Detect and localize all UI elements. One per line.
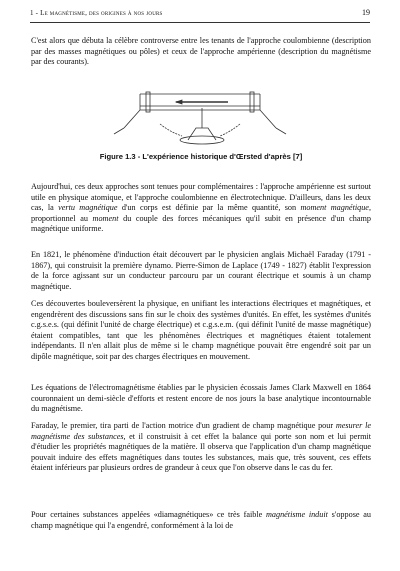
- paragraph-3: En 1821, le phénomène d'induction était découvert par le physicien anglais Michaël Faraday (1791 - 1867), qui construisit la première dynamo. Pierre-Simon de Laplace (1749 - 1827) établit l'expression de la force agissant sur un conducteur parcouru par un courant électrique et soumis à un champ magnétique.: [31, 250, 371, 291]
- oersted-experiment-illustration: [110, 84, 290, 146]
- paragraph-6: Faraday, le premier, tira parti de l'action motrice d'un gradient de champ magnétique pour mesurer le magnétisme des substances, et il construisit à cet effet la balance qui porte son nom et lui permit d'étudier les propriétés magnétiques de la matière. Il observa que l'application d'un champ magnétique pouvait induire des effets magnétiques dans toutes les substances, mais que, très souvent, ces effets étaient inférieurs par plusieurs ordres de grandeur à ceux que l'on observe dans le cas du fer.: [31, 421, 371, 473]
- running-header: [30, 6, 370, 20]
- paragraph-4: Ces découvertes bouleversèrent la physique, en unifiant les interactions électriques et magnétiques, et engendrèrent des discussions sans fin sur le choix des systèmes d'unités. En effet, les systèmes d'unités c.g.s.e.s. (qui définit l'unité de charge électrique) et c.g.s.e.m. (qui définit l'unité de masse magnétique) étaient compatibles, tant que les phénomènes électriques et magnétiques étaient totalement indépendants. Il n'en allait plus de même si le champ magnétique pouvait être engendré soit par un dipôle magnétique, soit par des charges électriques en mouvement.: [31, 299, 371, 361]
- paragraph-5: Les équations de l'électromagnétisme établies par le physicien écossais James Clark Maxwell en 1864 couronnaient un demi-siècle d'efforts et restent encore de nos jours la base analytique incontournable du magnétisme.: [31, 383, 371, 414]
- page-number: 19: [362, 8, 370, 17]
- header-rule: [30, 22, 370, 23]
- paragraph-1: C'est alors que débuta la célèbre controverse entre les tenants de l'approche coulombienne (description par des masses magnétiques ou pôles) et ceux de l'approche ampérienne (description du magnétisme par des courants).: [31, 36, 371, 67]
- figure-caption: Figure 1.3 - L'expérience historique d'Œrsted d'après [7]: [99, 152, 303, 161]
- paragraph-2: Aujourd'hui, ces deux approches sont tenues pour complémentaires : l'approche ampérienne est surtout utile en physique atomique, et l'approche coulombienne en électrotechnique. D'ailleurs, dans les deux cas, la vertu magnétique d'un corps est définie par la même quantité, son moment magnétique, proportionnel au moment du couple des forces mécaniques qu'il subit en présence d'un champ magnétique uniforme.: [31, 182, 371, 234]
- paragraph-7: Pour certaines substances appelées «diamagnétiques» ce très faible magnétisme induit s'oppose au champ magnétique qui l'a engendré, conformément à la loi de: [31, 510, 371, 530]
- chapter-title: 1 - Le magnétisme, des origines à nos jours: [30, 9, 163, 17]
